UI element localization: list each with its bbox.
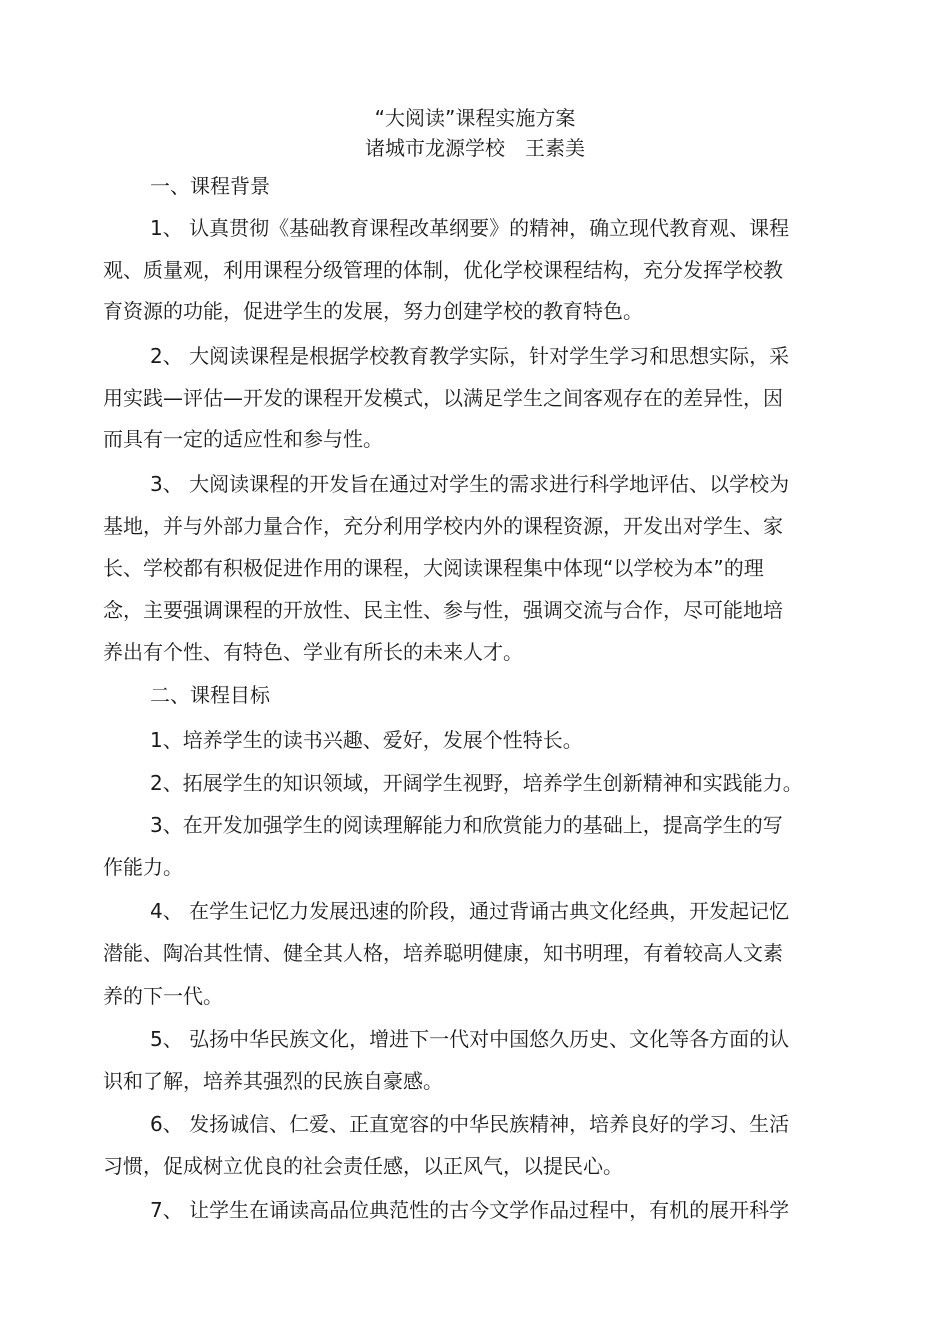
title-block [0,103,950,163]
text-line: 5、 弘扬中华民族文化，增进下一代对中国悠久历史、文化等各方面的认 [150,1027,790,1051]
goal-1: 1、培养学生的读书兴趣、爱好，发展个性特长。 [150,728,583,752]
text-line: 用实践—评估—开发的课程开发模式，以满足学生之间客观存在的差异性，因 [103,386,783,410]
text-line: 基地，并与外部力量合作，充分利用学校内外的课程资源，开发出对学生、家 [103,514,783,538]
section-heading-goals: 二、课程目标 [150,683,270,707]
text-line: 习惯，促成树立优良的社会责任感，以正风气，以提民心。 [103,1154,623,1178]
text-line: 识和了解，培养其强烈的民族自豪感。 [103,1069,443,1093]
goal-2: 2、拓展学生的知识领域，开阔学生视野，培养学生创新精神和实践能力。 [150,771,803,795]
text-line: 3、 大阅读课程的开发旨在通过对学生的需求进行科学地评估、以学校为 [150,472,790,496]
text-line: 6、 发扬诚信、仁爱、正直宽容的中华民族精神，培养良好的学习、生活 [150,1112,790,1136]
text-line: 而具有一定的适应性和参与性。 [103,427,383,451]
text-line: 育资源的功能，促进学生的发展，努力创建学校的教育特色。 [103,299,643,323]
document-title: “大阅读”课程实施方案 [374,106,576,130]
text-line: 潜能、陶冶其性情、健全其人格，培养聪明健康，知书明理，有着较高人文素 [103,941,783,965]
text-line: 7、 让学生在诵读高品位典范性的古今文学作品过程中，有机的展开科学 [150,1198,790,1222]
text-line: 长、学校都有积极促进作用的课程，大阅读课程集中体现“以学校为本”的理 [103,556,764,580]
text-line: 养的下一代。 [103,984,223,1008]
text-line: 2、 大阅读课程是根据学校教育教学实际，针对学生学习和思想实际，采 [150,344,790,368]
text-line: 1、 认真贯彻《基础教育课程改革纲要》的精神，确立现代教育观、课程 [150,216,790,240]
text-line: 念，主要强调课程的开放性、民主性、参与性，强调交流与合作，尽可能地培 [103,598,783,622]
text-line: 养出有个性、有特色、学业有所长的未来人才。 [103,640,523,664]
text-line: 作能力。 [103,855,183,879]
text-line: 3、在开发加强学生的阅读理解能力和欣赏能力的基础上，提高学生的写 [150,813,783,837]
text-line: 4、 在学生记忆力发展迅速的阶段，通过背诵古典文化经典，开发起记忆 [150,899,790,923]
document-byline: 诸城市龙源学校 王素美 [365,136,585,160]
text-line: 观、质量观，利用课程分级管理的体制，优化学校课程结构，充分发挥学校教 [103,258,783,282]
section-heading-background: 一、课程背景 [150,174,270,198]
